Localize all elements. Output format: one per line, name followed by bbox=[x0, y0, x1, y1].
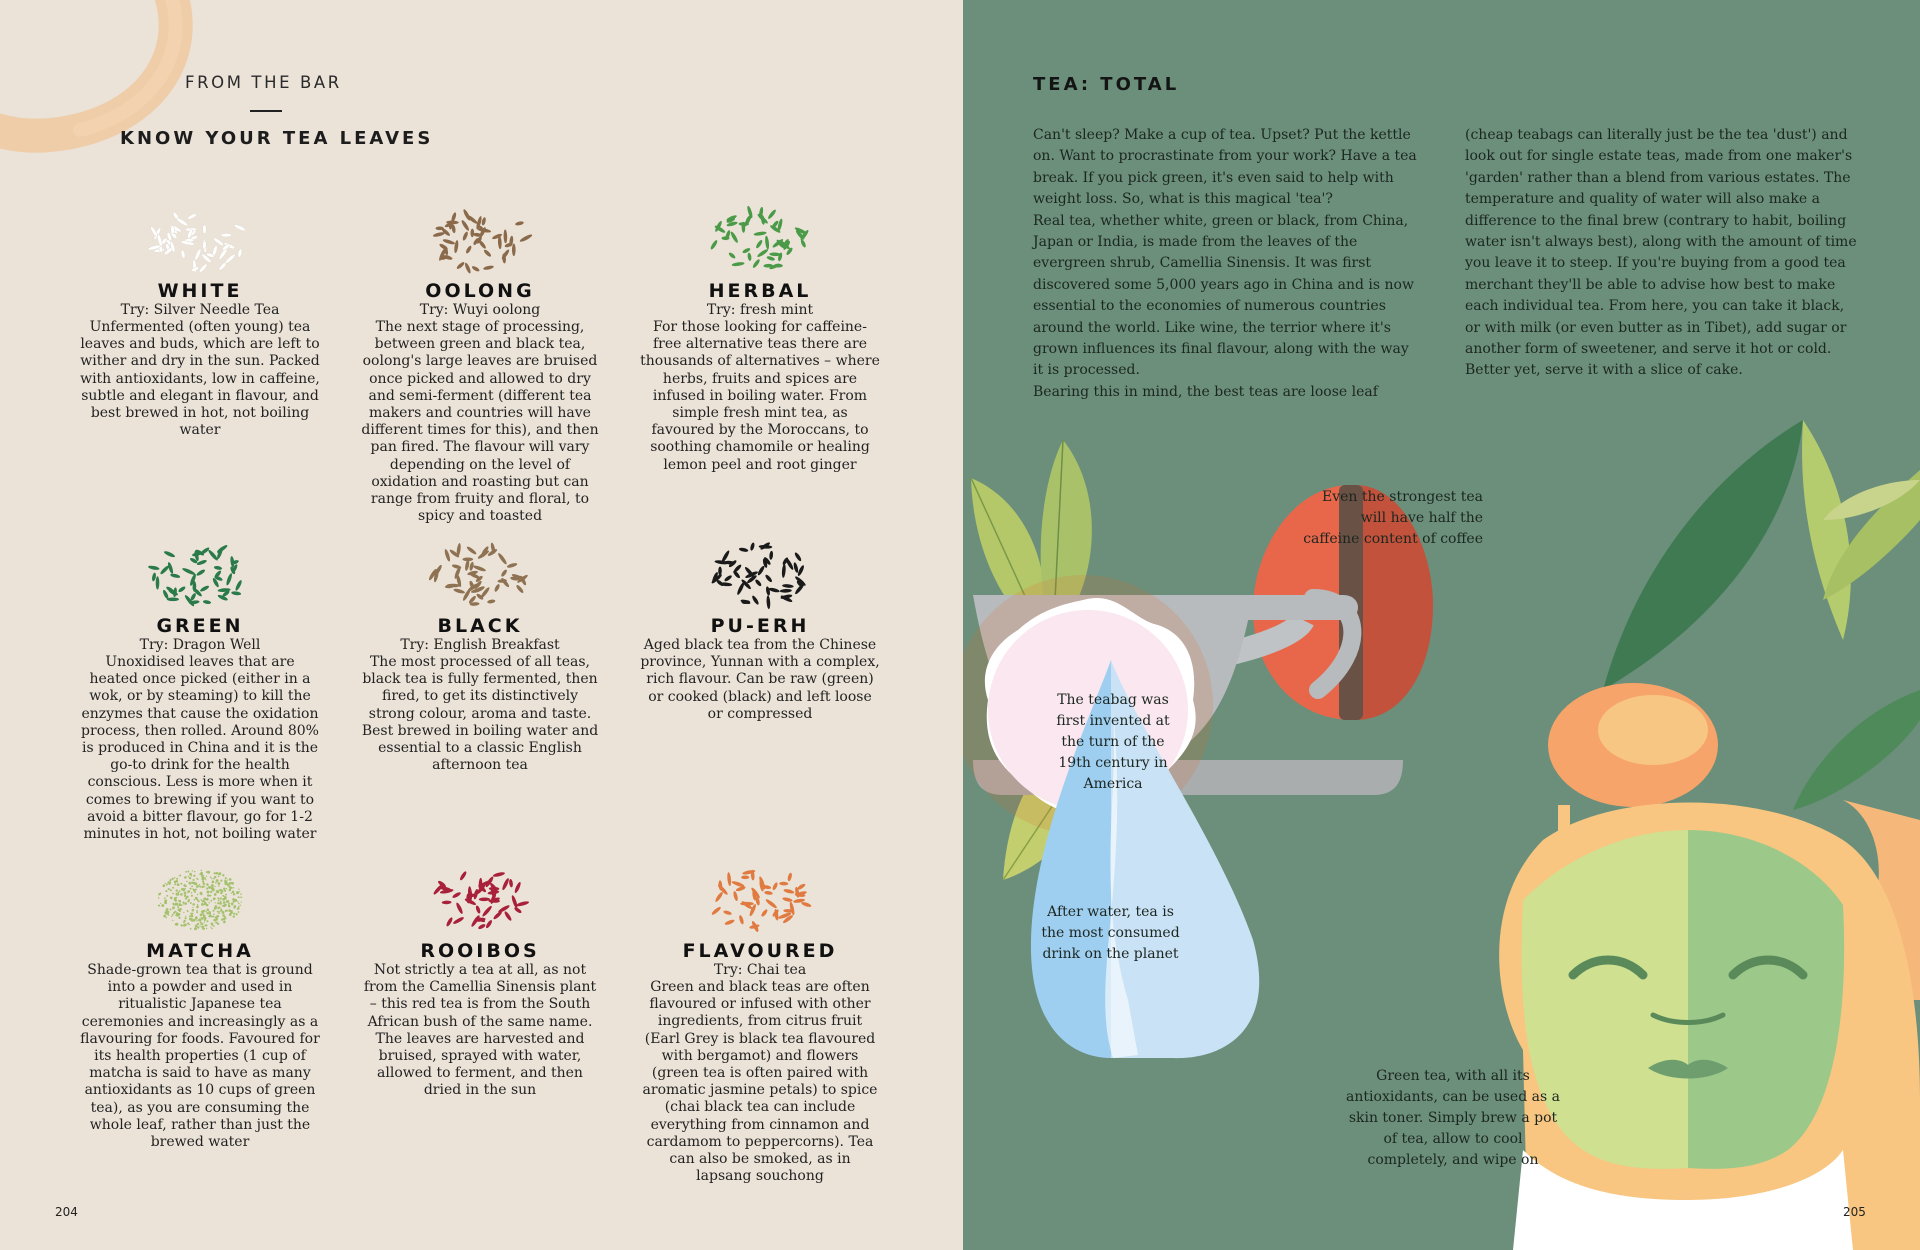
body-paragraph: Bearing this in mind, the best teas are loose leaf bbox=[1033, 383, 1378, 400]
body-paragraph: Real tea, whether white, green or black, from China, Japan or India, is made from the leaves of the evergreen shrub, Camellia Sinensis. It was first discovered some 5,000 years ago in China and is now essential to the economies of numerous countries around the world. Like wine, the terrior where it's grown influences its final flavour, along with the way it is processed. bbox=[1033, 212, 1414, 379]
tea-name: PU-ERH bbox=[710, 615, 810, 637]
tea-entry-flavoured bbox=[640, 860, 880, 1185]
tea-entry-matcha bbox=[80, 860, 320, 1151]
tea-description: Green and black teas are often flavoured or infused with other ingredients, from citrus fruit (Earl Grey is black tea flavoured with bergamot) and flowers (green tea is often paired with aromatic jasmine petals) to spice (chai black tea can include everything from cinnamon and cardamom to peppercorns). Tea can also be smoked, as in lapsang souchong bbox=[642, 979, 878, 1185]
tea-name: OOLONG bbox=[425, 280, 535, 302]
green-tea-leaves-icon bbox=[145, 535, 255, 613]
fact-teabag: The teabag was first invented at the turn of the 19th century in America bbox=[1056, 692, 1170, 792]
tea-entry-rooibos bbox=[360, 860, 600, 1100]
tea-name: FLAVOURED bbox=[682, 940, 838, 962]
tea-entry-black bbox=[360, 535, 600, 774]
tea-stain-ring bbox=[0, 0, 290, 230]
pu-erh-tea-leaves-icon bbox=[705, 535, 815, 613]
tea-entry-pu-erh bbox=[640, 535, 880, 723]
tea-entry-oolong bbox=[360, 200, 600, 525]
tea-suggestion: Try: fresh mint bbox=[706, 302, 814, 318]
tea-description: The next stage of processing, between green and black tea, oolong's large leaves are bruised once picked and allowed to dry and semi-ferment (different tea makers and countries will have different times for this), and then pan fired. The flavour will vary depending on the level of oxidation and roasting but can range from fruity and floral, to spicy and toasted bbox=[361, 319, 599, 525]
section-kicker: FROM THE BAR bbox=[185, 73, 342, 92]
tea-suggestion: Try: Silver Needle Tea bbox=[120, 302, 280, 318]
fact-skin-toner: Green tea, with all its antioxidants, can be used as a skin toner. Simply brew a pot of tea, allow to cool completely, and wipe on bbox=[1346, 1068, 1560, 1168]
page-title: KNOW YOUR TEA LEAVES bbox=[120, 128, 434, 149]
tea-name: HERBAL bbox=[708, 280, 812, 302]
body-text-column-1 bbox=[1033, 125, 1418, 403]
tea-suggestion: Try: English Breakfast bbox=[400, 637, 560, 653]
body-paragraph: (cheap teabags can literally just be the tea 'dust') and look out for single estate teas, made from one maker's 'garden' rather than a blend from various estates. The temperature and quality of water will also make a difference to the final brew (contrary to habit, boiling water isn't always best), along with the amount of time you leave it to steep. If you're buying from a good tea merchant they'll be able to advise how best to make each individual tea. From here, you can take it black, or with milk (or even butter as in Tibet), add sugar or another form of sweetener, and serve it hot or cold. Better yet, serve it with a slice of cake. bbox=[1465, 127, 1857, 379]
right-page bbox=[963, 0, 1920, 1250]
flavoured-tea-leaves-icon bbox=[705, 860, 815, 938]
rooibos-tea-leaves-icon bbox=[425, 860, 535, 938]
tea-name: GREEN bbox=[156, 615, 244, 637]
tea-description: Shade-grown tea that is ground into a powder and used in ritualistic Japanese tea ceremonies and increasingly as a flavouring for foods. Favoured for its health properties (1 cup of matcha is said to have as many antioxidants as 10 cups of green tea), as you are consuming the whole leaf, rather than just the brewed water bbox=[80, 962, 320, 1151]
fact-coffee: Even the strongest tea will have half the caffeine content of coffee bbox=[1303, 489, 1483, 547]
tea-description: Unfermented (often young) tea leaves and buds, which are left to wither and dry in the sun. Packed with antioxidants, low in caffeine, subtle and elegant in flavour, and best brewed in hot, not boiling water bbox=[80, 319, 320, 439]
page-number: 205 bbox=[1843, 1205, 1866, 1219]
tea-description: Not strictly a tea at all, as not from the Camellia Sinensis plant – this red tea is from the South African bush of the same name. The leaves are harvested and bruised, sprayed with water, allowed to ferment, and then dried in the sun bbox=[363, 962, 597, 1099]
tea-entry-green bbox=[80, 535, 320, 843]
page-title: TEA: TOTAL bbox=[1033, 74, 1180, 95]
oolong-tea-leaves-icon bbox=[425, 200, 535, 278]
tea-suggestion: Try: Wuyi oolong bbox=[419, 302, 541, 318]
tea-name: ROOIBOS bbox=[420, 940, 540, 962]
title-divider bbox=[250, 110, 282, 112]
tea-name: BLACK bbox=[437, 615, 523, 637]
white-tea-leaves-icon bbox=[145, 200, 255, 278]
tea-description: Unoxidised leaves that are heated once picked (either in a wok, or by steaming) to kill the enzymes that cause the oxidation process, then rolled. Around 80% is produced in China and it is the go-to drink for the health conscious. Less is more when it comes to brewing if you want to avoid a bitter flavour, go for 1-2 minutes in hot, not boiling water bbox=[81, 654, 319, 843]
tea-suggestion: Try: Chai tea bbox=[713, 962, 807, 978]
black-tea-leaves-icon bbox=[425, 535, 535, 613]
tea-name: MATCHA bbox=[146, 940, 254, 962]
tea-suggestion: Try: Dragon Well bbox=[139, 637, 261, 653]
tea-description: For those looking for caffeine-free alternative teas there are thousands of alternatives – where herbs, fruits and spices are infused in boiling water. From simple fresh mint tea, as favoured by the Moroccans, to soothing chamomile or healing lemon peel and root ginger bbox=[640, 319, 880, 473]
matcha-powder-icon bbox=[145, 860, 255, 938]
tea-name: WHITE bbox=[157, 280, 243, 302]
tea-description: Aged black tea from the Chinese province, Yunnan with a complex, rich flavour. Can be raw (green) or cooked (black) and left loose or compressed bbox=[640, 637, 880, 722]
body-paragraph: Can't sleep? Make a cup of tea. Upset? Put the kettle on. Want to procrastinate from your work? Have a tea break. If you pick green, it's even said to help with weight loss. So, what is this magical 'tea'? bbox=[1033, 127, 1417, 208]
tea-entry-white bbox=[80, 200, 320, 439]
body-text-column-2 bbox=[1465, 125, 1860, 382]
herbal-tea-leaves-icon bbox=[705, 200, 815, 278]
page-number: 204 bbox=[55, 1205, 78, 1219]
fact-water: After water, tea is the most consumed drink on the planet bbox=[1041, 904, 1180, 962]
tea-entry-herbal bbox=[640, 200, 880, 474]
tea-description: The most processed of all teas, black tea is fully fermented, then fired, to get its distinctively strong colour, aroma and taste. Best brewed in boiling water and essential to a classic English afternoon tea bbox=[361, 654, 599, 774]
